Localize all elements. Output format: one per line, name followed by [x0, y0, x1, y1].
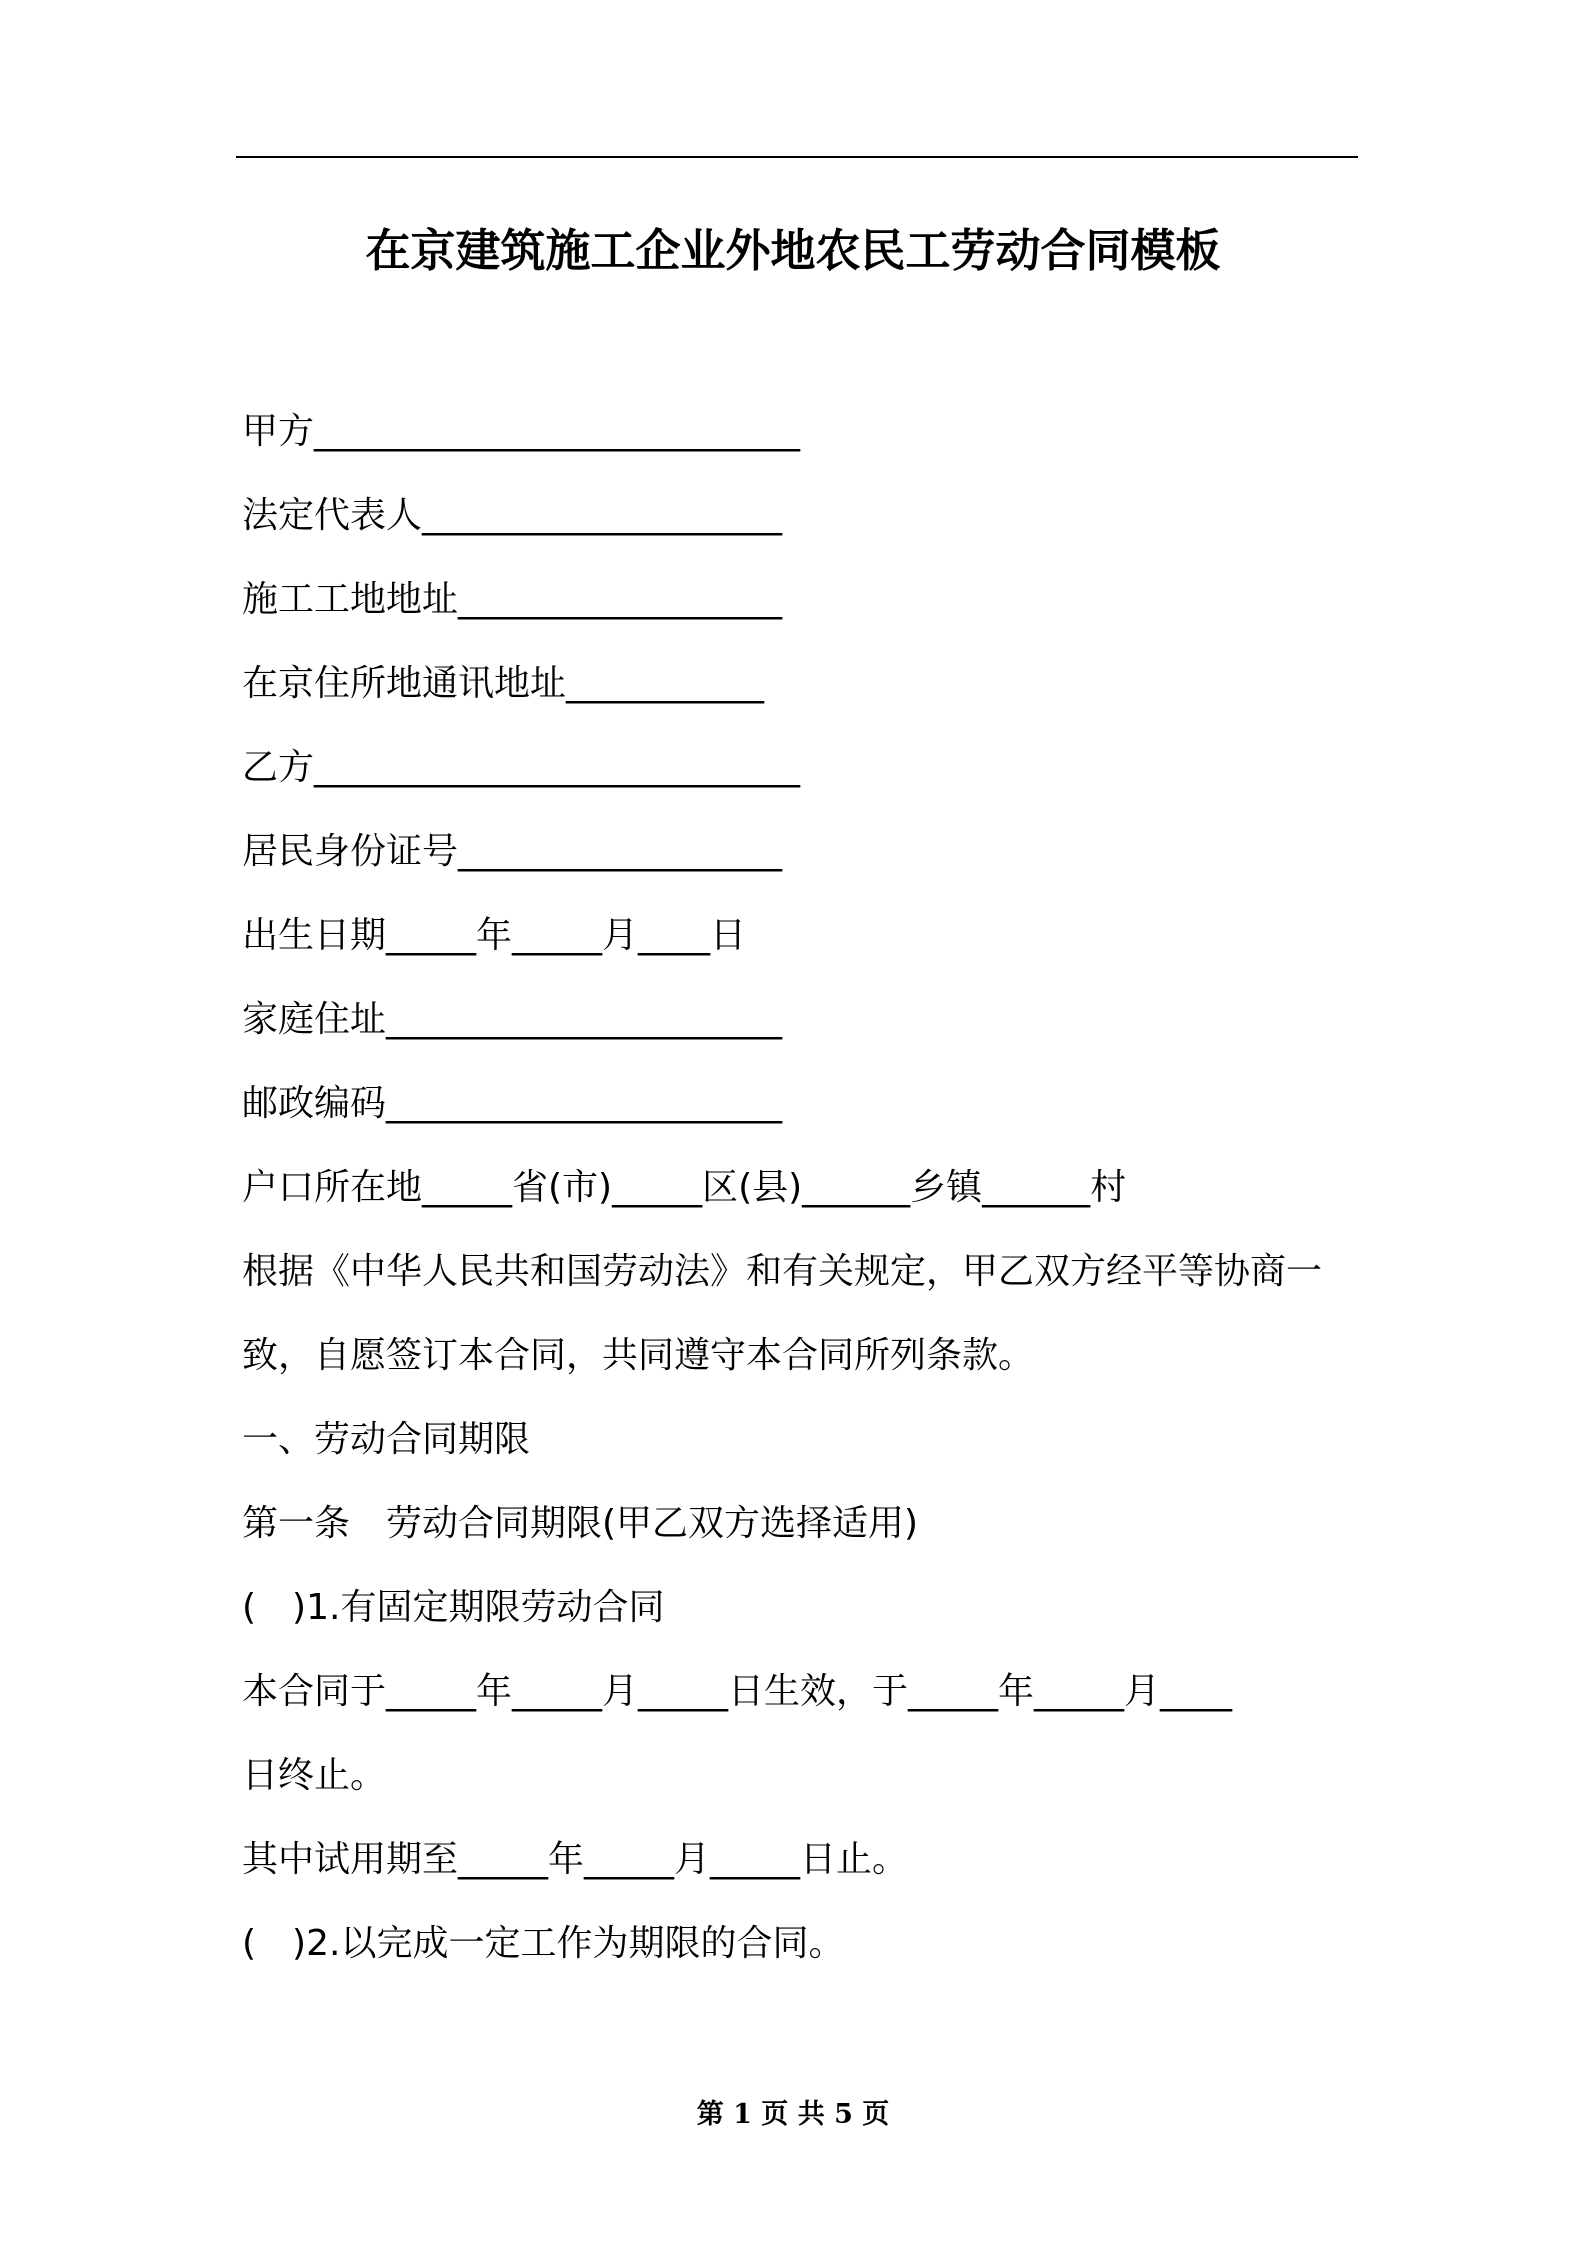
field-beijing-address: 在京住所地通讯地址___________ — [242, 663, 765, 704]
field-site-address: 施工工地地址__________________ — [242, 579, 783, 620]
field-home-address: 家庭住址______________________ — [242, 999, 783, 1040]
article-heading: 第一条 劳动合同期限(甲乙双方选择适用) — [242, 1503, 919, 1544]
field-postal-code: 邮政编码______________________ — [242, 1083, 783, 1124]
field-id-number: 居民身份证号__________________ — [242, 831, 783, 872]
paragraph-preamble-line-2: 致，自愿签订本合同，共同遵守本合同所列条款。 — [242, 1335, 1035, 1376]
field-household-registration: 户口所在地_____省(市)_____区(县)______乡镇______村 — [242, 1167, 1127, 1208]
field-party-a: 甲方___________________________ — [242, 411, 800, 452]
field-legal-representative: 法定代表人____________________ — [242, 495, 783, 536]
term-dates-line-1: 本合同于_____年_____月_____日生效，于_____年_____月____ — [242, 1671, 1233, 1712]
option-task-based: ( )2.以完成一定工作为期限的合同。 — [242, 1923, 845, 1964]
field-party-b: 乙方___________________________ — [242, 747, 800, 788]
header-rule — [236, 156, 1358, 158]
field-birth-date: 出生日期_____年_____月____日 — [242, 915, 747, 956]
page-footer: 第 1 页 共 5 页 — [696, 2099, 890, 2130]
paragraph-preamble-line-1: 根据《中华人民共和国劳动法》和有关规定，甲乙双方经平等协商一 — [242, 1251, 1323, 1292]
option-fixed-term: ( )1.有固定期限劳动合同 — [242, 1587, 665, 1628]
probation-period: 其中试用期至_____年_____月_____日止。 — [242, 1839, 909, 1880]
section-heading: 一、劳动合同期限 — [242, 1419, 531, 1460]
document-title: 在京建筑施工企业外地农民工劳动合同模板 — [365, 224, 1221, 277]
term-dates-line-2: 日终止。 — [242, 1755, 387, 1796]
